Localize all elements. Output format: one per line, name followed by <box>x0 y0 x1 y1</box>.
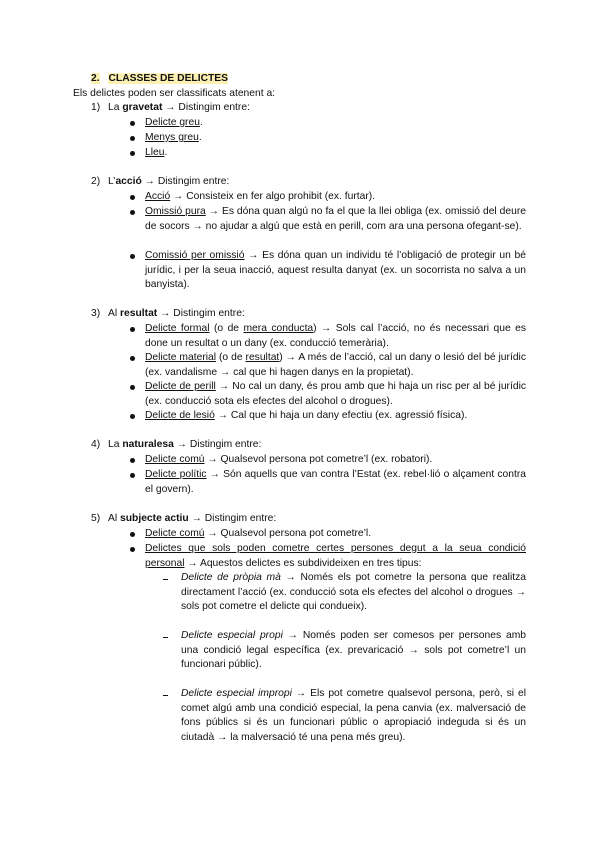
list-number: 3) <box>91 308 101 319</box>
list-item: Delicte material (o de resultat) → A més de l’acció, cal un dany o lesió del bé jurídic (ex. vandalisme → cal que hi hagen danys en la propietat). <box>145 352 526 378</box>
dash-icon <box>163 637 168 638</box>
bullet-icon <box>130 532 135 537</box>
list-item: Delictes que sols poden cometre certes persones degut a la seua condició personal → Aquestos delictes es subdivideixen en tres tipus: <box>145 543 526 569</box>
list-item: Acció → Consisteix en fer algo prohibit (ex. furtar). <box>145 191 376 202</box>
bullet-icon <box>130 121 135 126</box>
bullet-icon <box>130 356 135 361</box>
list-item: Menys greu. <box>145 132 202 143</box>
list-item: Delicte polític → Són aquells que van contra l’Estat (ex. rebel·lió o alçament contra el govern). <box>145 469 527 495</box>
item-heading: L’acció → Distingim entre: <box>108 176 230 187</box>
item-key: resultat <box>120 308 158 319</box>
dash-icon <box>163 695 168 696</box>
bullet-icon <box>130 385 135 390</box>
item-heading: Al resultat → Distingim entre: <box>108 308 245 319</box>
item-heading: Al subjecte actiu → Distingim entre: <box>108 513 277 524</box>
item-key: naturalesa <box>122 439 174 450</box>
bullet-icon <box>130 254 135 259</box>
section-title: CLASSES DE DELICTES <box>108 73 229 84</box>
bullet-icon <box>130 327 135 332</box>
bullet-icon <box>130 547 135 552</box>
intro-text: Els delictes poden ser classificats atenent a: <box>73 88 276 99</box>
bullet-icon <box>130 195 135 200</box>
item-key: subjecte actiu <box>120 513 189 524</box>
sub-list-item: Delicte especial propi → Només poden ser comesos per persones amb una condició legal específica (ex. prevaricació → sols pot cometre’l un funcionari públic). <box>181 630 526 671</box>
bullet-icon <box>130 458 135 463</box>
section-number: 2. <box>91 73 100 84</box>
list-item: Delicte greu. <box>145 117 203 128</box>
list-item: Omissió pura → Es dóna quan algú no fa el que la llei obliga (ex. omissió del deure de socors → no ajudar a algú que està en perill, com ara una persona ofegant-se). <box>145 206 526 232</box>
bullet-icon <box>130 136 135 141</box>
list-number: 2) <box>91 176 101 187</box>
list-item: Delicte comú → Qualsevol persona pot cometre’l. <box>145 528 372 539</box>
bullet-icon <box>130 210 135 215</box>
sub-list-item: Delicte de pròpia mà → Només els pot cometre la persona que realitza directament l’acció (ex. conducció sota els efectes del alcohol o drogues → sols pot cometre el delicte qui condueix). <box>181 572 526 613</box>
item-heading: La naturalesa → Distingim entre: <box>108 439 262 450</box>
list-item: Lleu. <box>145 147 168 158</box>
bullet-icon <box>130 151 135 156</box>
list-item: Comissió per omissió → Es dóna quan un individu té l’obligació de protegir un bé jurídic, i per la seua inacció, aquest resulta danyat (ex. un socorrista no salva a un banyista). <box>145 250 526 291</box>
list-item: Delicte de perill → No cal un dany, és prou amb que hi haja un risc per al bé jurídic (ex. conducció sota els efectes del alcohol o drogues). <box>145 381 527 407</box>
item-key: gravetat <box>122 102 163 113</box>
list-number: 4) <box>91 439 101 450</box>
list-item: Delicte formal (o de mera conducta) → Sols cal l’acció, no és necessari que es done un resultat o un dany (ex. conducció temerària). <box>145 323 526 349</box>
item-key: acció <box>115 176 142 187</box>
bullet-icon <box>130 414 135 419</box>
list-number: 5) <box>91 513 101 524</box>
list-number: 1) <box>91 102 101 113</box>
sub-list-item: Delicte especial impropi → Els pot cometre qualsevol persona, però, si el comet algú amb una condició especial, la pena canvia (ex. malversació de fons públics si és un funcionari públic o apropiació indeguda si és un ciutadà → la malversació té una pena més greu). <box>181 688 526 743</box>
section-heading <box>91 72 228 87</box>
list-item: Delicte de lesió → Cal que hi haja un dany efectiu (ex. agressió física). <box>145 410 468 421</box>
bullet-icon <box>130 473 135 478</box>
dash-icon <box>163 579 168 580</box>
item-heading: La gravetat → Distingim entre: <box>108 102 250 113</box>
list-item: Delicte comú → Qualsevol persona pot cometre’l (ex. robatori). <box>145 454 433 465</box>
